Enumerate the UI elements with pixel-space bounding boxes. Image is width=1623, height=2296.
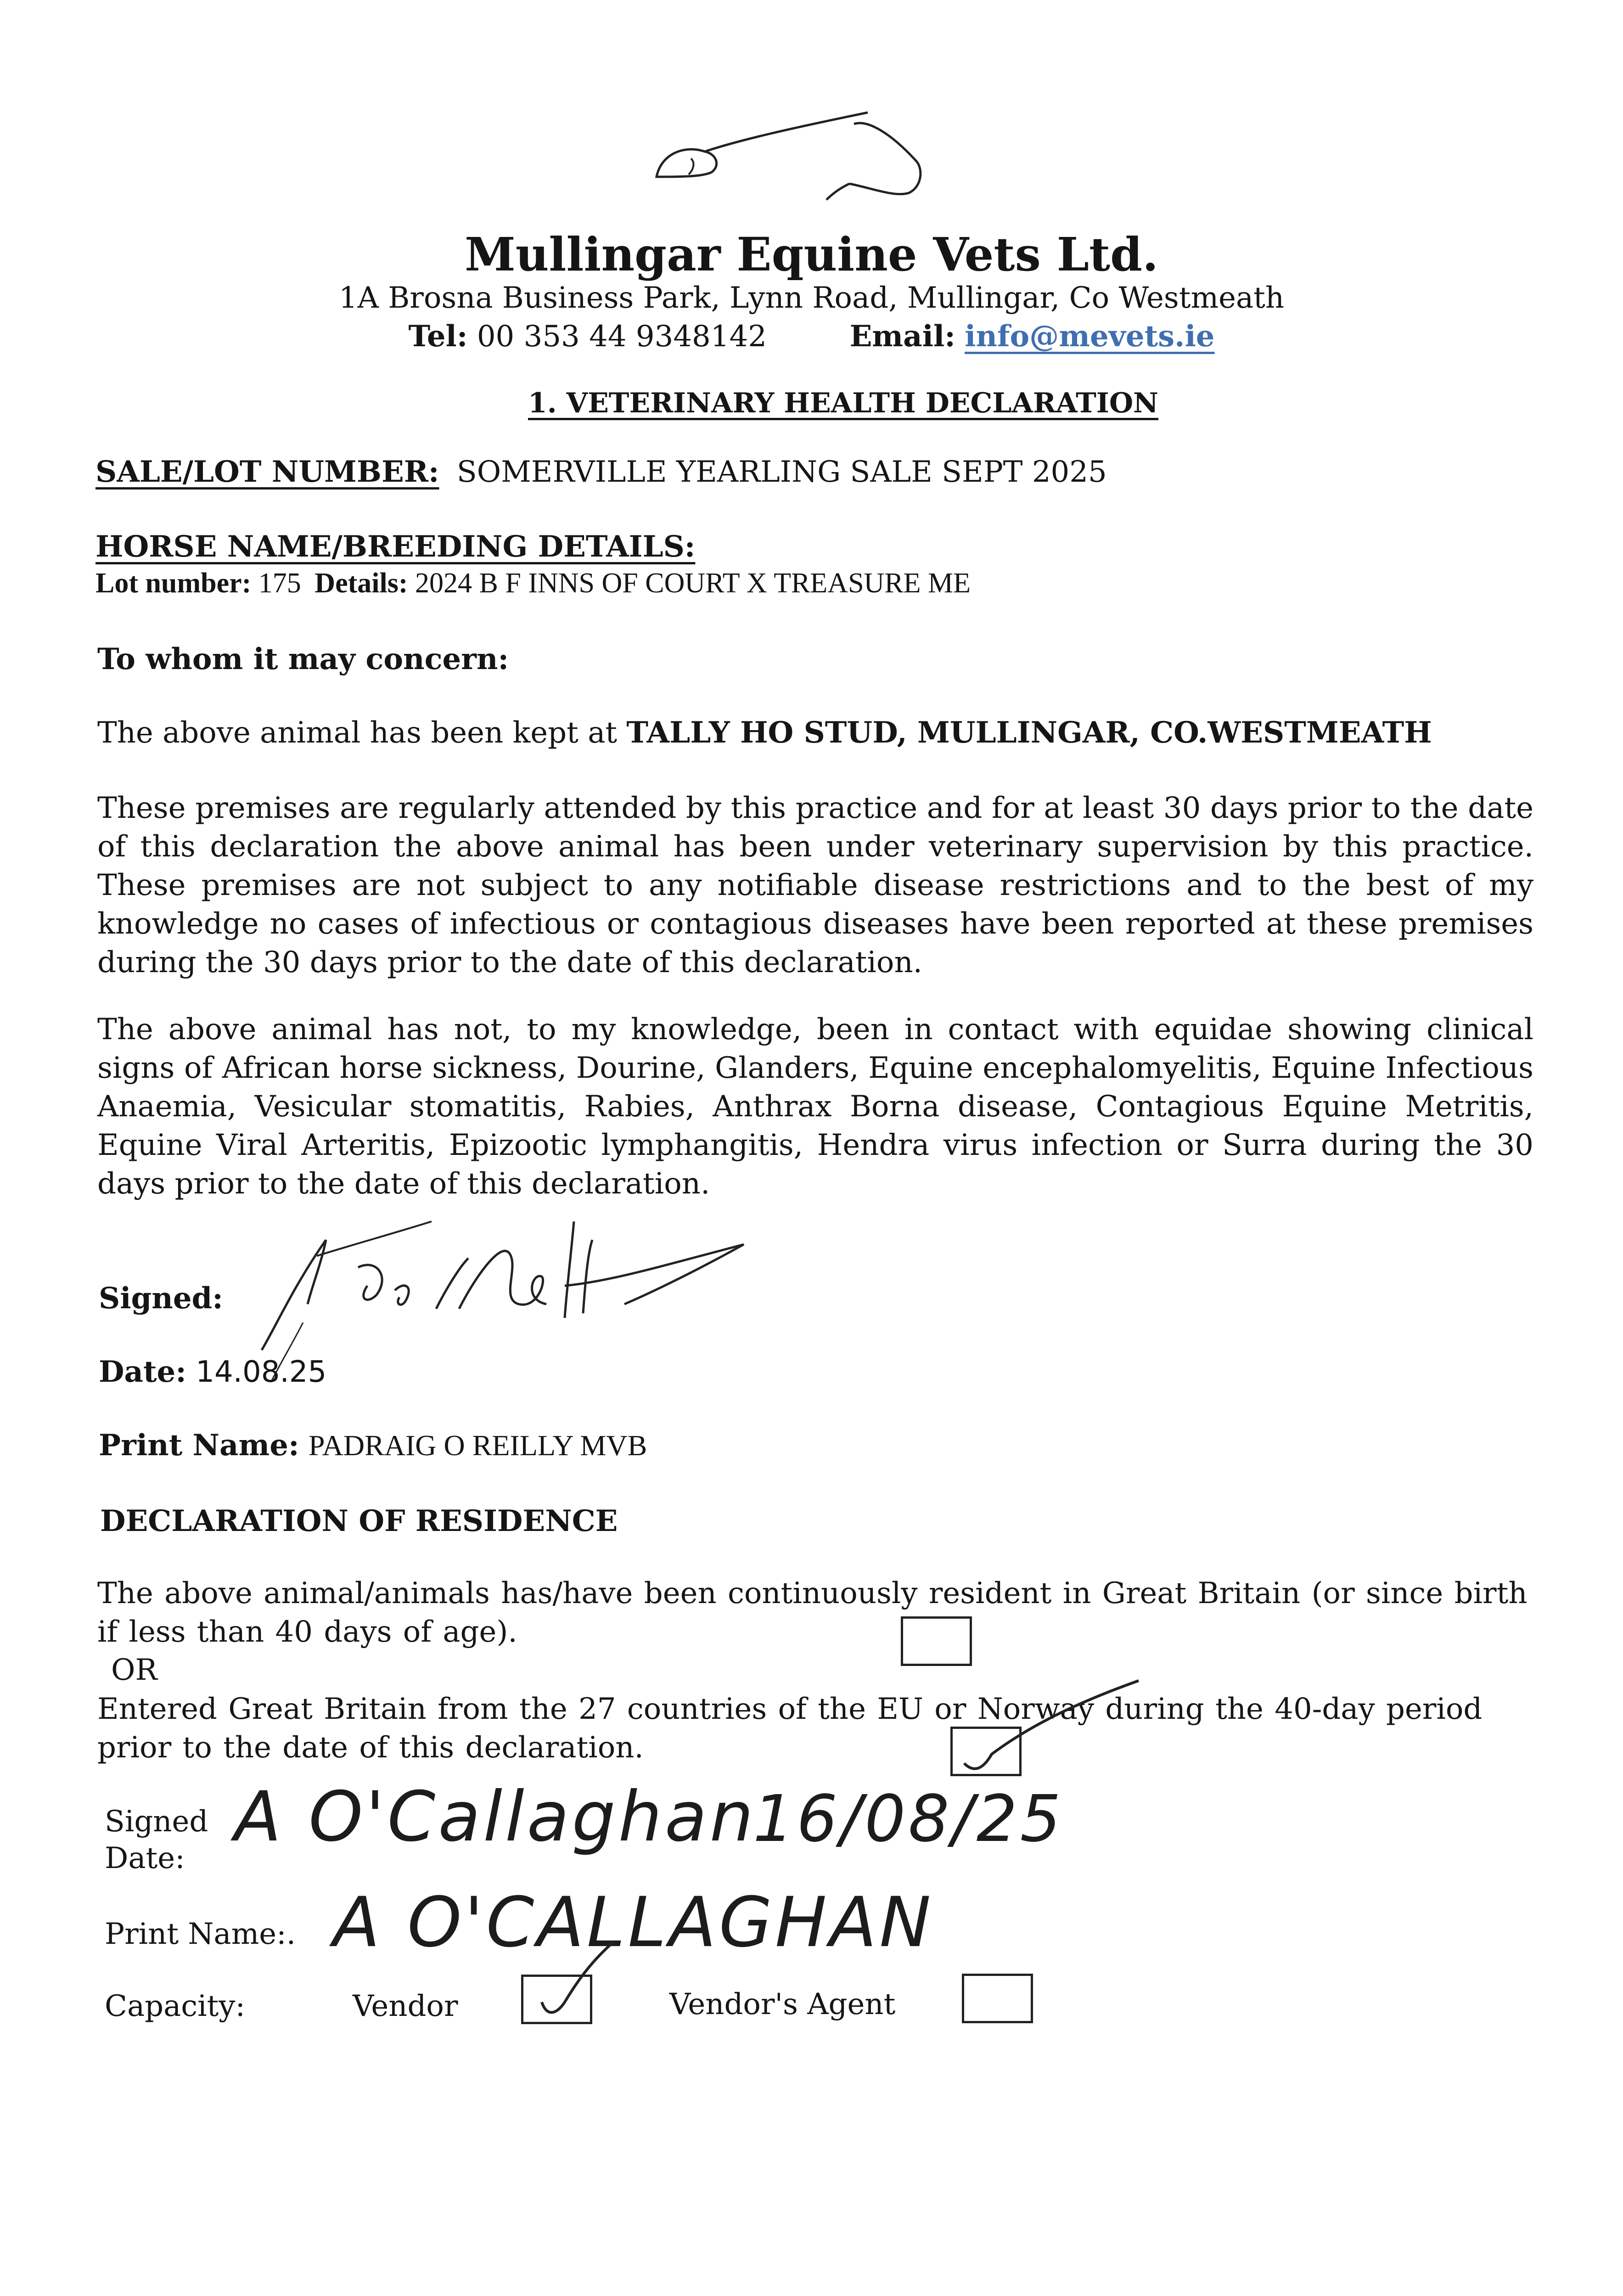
vet-signed-label: Signed: [99, 1281, 223, 1316]
lot-number: 175 [258, 568, 301, 599]
vet-date-label: Date: [99, 1355, 186, 1389]
salutation: To whom it may concern: [97, 642, 509, 676]
vet-date: 14.08.25 [196, 1355, 327, 1389]
kept-text: The above animal has been kept at [97, 716, 627, 750]
capacity-label: Capacity: [105, 1989, 245, 2023]
vet-print-name: PADRAIG O REILLY MVB [308, 1429, 647, 1462]
vendor-agent-checkbox[interactable] [962, 1974, 1033, 2023]
vet-print-label: Print Name: [99, 1428, 299, 1463]
horse-details-line: Lot number: 175 Details: 2024 B F INNS OF COURT X TREASURE ME [95, 568, 971, 599]
tel-value: 00 353 44 9348142 [477, 320, 767, 354]
supervision-paragraph: These premises are regularly attended by this practice and for at least 30 days prior to the date of this declaration the above animal has been under veterinary supervision by this practice. These premises are not subject to any notifiable disease restrictions and to the best of my knowledge no cases of infectious or contagious diseases have been reported at these premises during the 30 days prior to the date of this declaration. [97, 791, 1533, 979]
tel-label: Tel: [408, 319, 468, 354]
email-label: Email: [849, 319, 955, 354]
lot-label: Lot number [95, 568, 242, 599]
details-value: 2024 B F INNS OF COURT X TREASURE ME [415, 568, 971, 599]
company-address: 1A Brosna Business Park, Lynn Road, Mullingar, Co Westmeath [338, 281, 1285, 315]
residence-option-2: Entered Great Britain from the 27 countries of the EU or Norway during the 40-day period prior to the date of this declaration. [97, 1692, 1483, 1765]
vendor-signed-label: Signed [105, 1805, 208, 1839]
contact-line [0, 319, 1623, 354]
option-1-checkbox[interactable] [901, 1616, 972, 1666]
or-label: OR [111, 1653, 157, 1687]
premises-name: TALLY HO STUD, MULLINGAR, CO.WESTMEATH [626, 715, 1432, 750]
vendor-date-label: Date: [105, 1841, 185, 1875]
horse-head-logo [652, 108, 937, 209]
vendor-print-name: A O'CALLAGHAN [333, 1883, 934, 1963]
vendor-signature: A O'Callaghan [234, 1777, 756, 1857]
option-2-check-icon [950, 1671, 1143, 1782]
residence-option-1: The above animal/animals has/have been continuously resident in Great Britain (or since birth if less than 40 days of age). [97, 1576, 1528, 1649]
vendor-signed-date: 16/08/25 [753, 1782, 1064, 1857]
disease-paragraph: The above animal has not, to my knowledge, been in contact with equidae showing clinical signs of African horse sickness, Dourine, Glanders, Equine encephalomyelitis, Equine Infectious Anaemia, Vesicular stomatitis, Rabies, Anthrax Borna disease, Contagious Equine Metritis, Equine Viral Arteritis, Epizootic lymphangitis, Hendra virus infection or Surra during the 30 days prior to the date of this declaration. [97, 1013, 1533, 1201]
email-link[interactable]: info@mevets.ie [965, 319, 1215, 354]
vendor-label: Vendor [353, 1989, 458, 2023]
horse-heading: HORSE NAME/BREEDING DETAILS: [95, 529, 696, 564]
vet-print-line [99, 1428, 647, 1463]
sale-value: SOMERVILLE YEARLING SALE SEPT 2025 [456, 455, 1107, 489]
sale-label: SALE/LOT NUMBER: [95, 455, 439, 489]
residence-heading: DECLARATION OF RESIDENCE [100, 1504, 618, 1538]
details-label: Details [314, 568, 399, 599]
kept-line [97, 715, 1432, 750]
company-name: Mullingar Equine Vets Ltd. [465, 227, 1158, 281]
section-title: 1. VETERINARY HEALTH DECLARATION [528, 387, 1158, 419]
vendor-print-label: Print Name:. [105, 1917, 296, 1951]
vendor-agent-label: Vendor's Agent [669, 1987, 896, 2021]
vendor-check-icon [528, 1933, 620, 2025]
vet-date-line [99, 1355, 326, 1389]
sale-line [95, 455, 1107, 489]
